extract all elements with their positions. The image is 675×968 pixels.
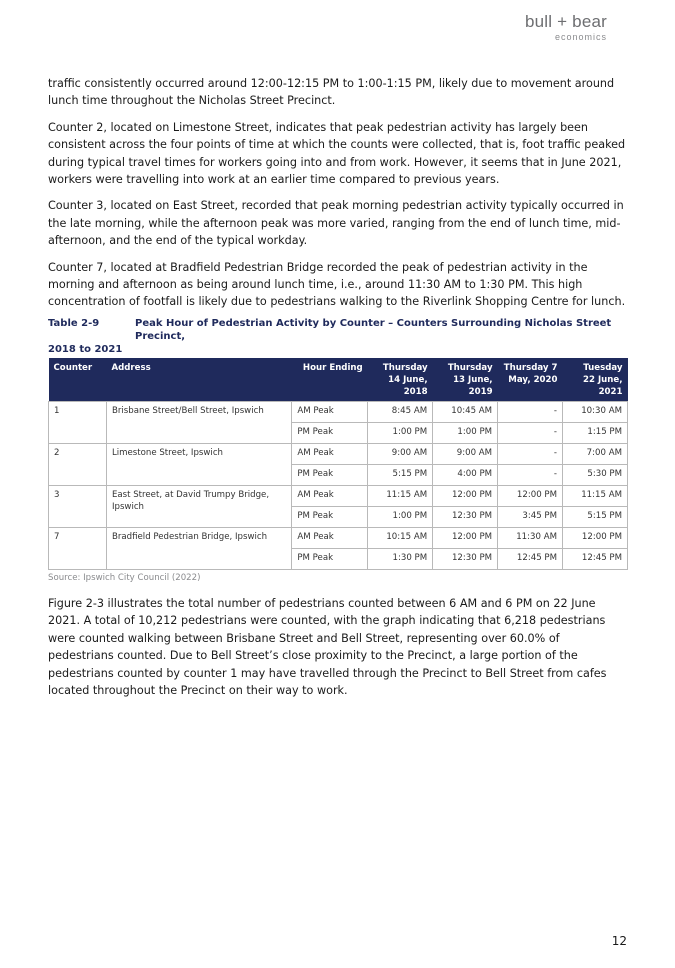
address-cell: Brisbane Street/Bell Street, Ipswich: [106, 401, 291, 443]
value-cell: 5:30 PM: [563, 464, 628, 485]
value-cell: 4:00 PM: [433, 464, 498, 485]
table-title-continued: 2018 to 2021: [48, 343, 123, 355]
value-cell: 10:45 AM: [433, 401, 498, 422]
header-2019: Thursday 13 June, 2019: [433, 358, 498, 402]
counter-cell: 7: [49, 527, 107, 569]
table-title: Peak Hour of Pedestrian Activity by Counter – Counters Surrounding Nicholas Street Precinct,: [135, 317, 612, 342]
value-cell: 12:30 PM: [433, 506, 498, 527]
value-cell: 10:30 AM: [563, 401, 628, 422]
body-paragraph: Counter 2, located on Limestone Street, indicates that peak pedestrian activity has largely been consistent across the four points of time at which the counts were collected, that is, foot traffic peaked during typical travel times for workers going into and from work. However, it seems that in June 2021, workers were travelling into work at an earlier time compared to previous years.: [48, 120, 626, 187]
value-cell: -: [498, 422, 563, 443]
header-counter: Counter: [49, 358, 107, 402]
header-address: Address: [106, 358, 291, 402]
body-paragraph: Figure 2-3 illustrates the total number of pedestrians counted between 6 AM and 6 PM on 22 June 2021. A total of 10,212 pedestrians were counted, with the graph indicating that 6,218 pedestrians were counted walking between Brisbane Street and Bell Street, representing over 60.0% of pedestrians counted. Due to Bell Street’s close proximity to the Precinct, a large portion of the pedestrians counted by counter 1 may have travelled through the Precinct to Bell Street from cafes located throughout the Precinct on their way to work.: [48, 596, 607, 697]
value-cell: 12:00 PM: [433, 527, 498, 548]
peak-hour-table: [48, 358, 628, 570]
peak-label: PM Peak: [292, 506, 368, 527]
value-cell: 8:45 AM: [368, 401, 433, 422]
value-cell: 12:00 PM: [563, 527, 628, 548]
value-cell: 9:00 AM: [433, 443, 498, 464]
counter-cell: 2: [49, 443, 107, 485]
counter-cell: 3: [49, 485, 107, 527]
header-2021: Tuesday 22 June, 2021: [563, 358, 628, 402]
address-cell: Limestone Street, Ipswich: [106, 443, 291, 485]
header-2020: Thursday 7 May, 2020: [498, 358, 563, 402]
body-paragraph: Counter 7, located at Bradfield Pedestrian Bridge recorded the peak of pedestrian activity in the morning and afternoon as being around lunch time, i.e., around 11:30 AM to 1:30 PM. This high concentration of footfall is likely due to pedestrians walking to the Riverlink Shopping Centre for lunch.: [48, 260, 626, 309]
value-cell: 9:00 AM: [368, 443, 433, 464]
value-cell: 11:15 AM: [563, 485, 628, 506]
value-cell: 7:00 AM: [563, 443, 628, 464]
value-cell: 12:30 PM: [433, 548, 498, 569]
value-cell: 1:00 PM: [433, 422, 498, 443]
page-number: 12: [611, 934, 627, 948]
value-cell: 5:15 PM: [563, 506, 628, 527]
header-hour-ending: Hour Ending: [292, 358, 368, 402]
peak-label: AM Peak: [292, 401, 368, 422]
table-row: [49, 485, 628, 506]
value-cell: 12:45 PM: [563, 548, 628, 569]
address-cell: Bradfield Pedestrian Bridge, Ipswich: [106, 527, 291, 569]
value-cell: 3:45 PM: [498, 506, 563, 527]
value-cell: -: [498, 464, 563, 485]
logo-tagline: economics: [554, 32, 607, 42]
table-row: [49, 401, 628, 422]
value-cell: -: [498, 443, 563, 464]
value-cell: 1:00 PM: [368, 506, 433, 527]
body-paragraph: Counter 3, located on East Street, recorded that peak morning pedestrian activity typically occurred in the late morning, while the afternoon peak was more varied, ranging from the end of lunch time, mid-afternoon, and the end of the typical workday.: [48, 199, 624, 248]
logo-wordmark: bull + bear: [524, 12, 607, 31]
peak-label: PM Peak: [292, 464, 368, 485]
peak-label: AM Peak: [292, 443, 368, 464]
company-logo: [525, 12, 607, 43]
address-cell: East Street, at David Trumpy Bridge, Ipswich: [106, 485, 291, 527]
counter-cell: 1: [49, 401, 107, 443]
peak-label: PM Peak: [292, 422, 368, 443]
value-cell: 12:00 PM: [433, 485, 498, 506]
body-paragraph: traffic consistently occurred around 12:00-12:15 PM to 1:00-1:15 PM, likely due to movement around lunch time throughout the Nicholas Street Precinct.: [48, 77, 615, 108]
value-cell: 1:30 PM: [368, 548, 433, 569]
table-caption: [48, 317, 628, 343]
table-header-row: [49, 358, 628, 402]
header-2018: Thursday 14 June, 2018: [368, 358, 433, 402]
peak-label: AM Peak: [292, 485, 368, 506]
value-cell: 11:15 AM: [368, 485, 433, 506]
value-cell: 10:15 AM: [368, 527, 433, 548]
peak-label: AM Peak: [292, 527, 368, 548]
peak-label: PM Peak: [292, 548, 368, 569]
page-content: [48, 75, 628, 708]
value-cell: 1:00 PM: [368, 422, 433, 443]
value-cell: 1:15 PM: [563, 422, 628, 443]
table-row: [49, 443, 628, 464]
value-cell: 12:45 PM: [498, 548, 563, 569]
table-source: Source: Ipswich City Council (2022): [48, 572, 201, 583]
value-cell: 5:15 PM: [368, 464, 433, 485]
table-number: Table 2-9: [48, 317, 100, 329]
value-cell: 11:30 AM: [498, 527, 563, 548]
value-cell: 12:00 PM: [498, 485, 563, 506]
value-cell: -: [498, 401, 563, 422]
table-row: [49, 527, 628, 548]
